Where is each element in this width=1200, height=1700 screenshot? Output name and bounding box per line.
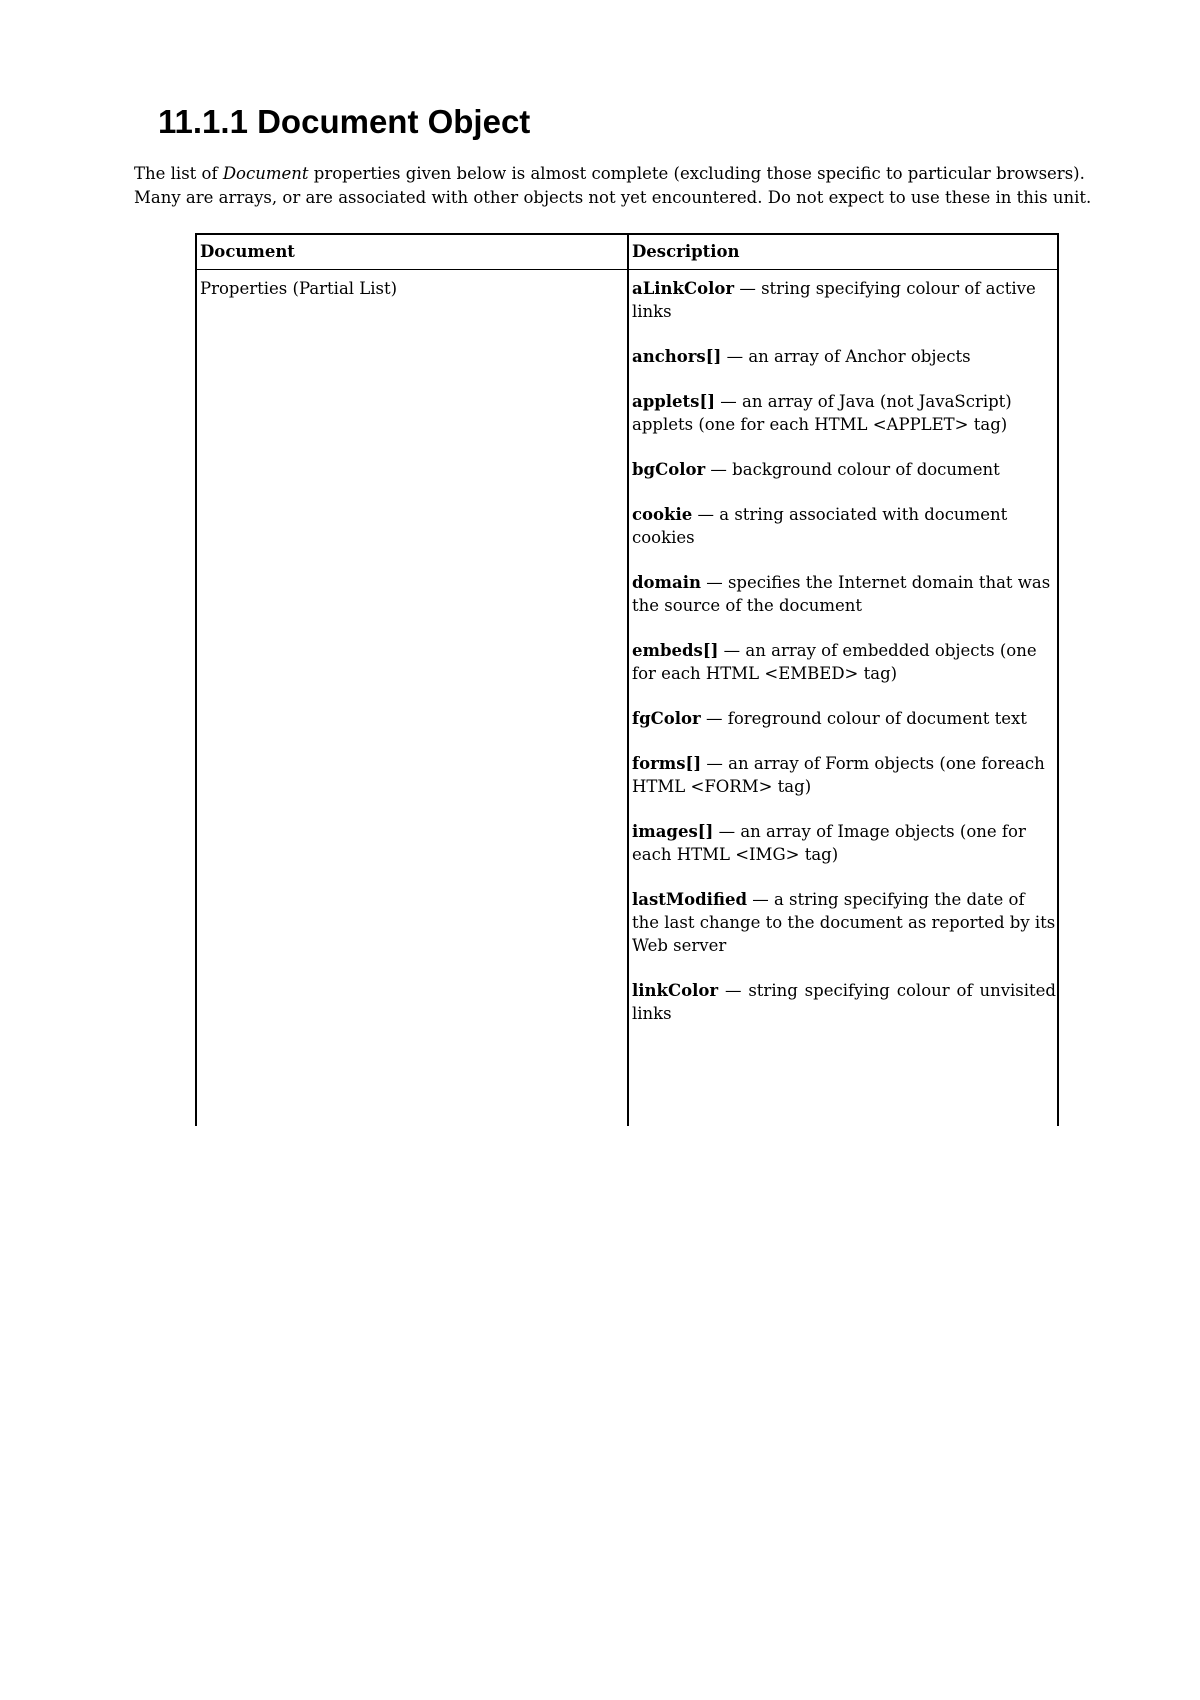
property-name: images[]	[632, 822, 714, 841]
property-item	[632, 707, 1056, 730]
property-description: — string specifying colour of unvisited links	[632, 981, 1056, 1023]
property-list	[632, 277, 1056, 1047]
property-name: applets[]	[632, 392, 716, 411]
row-label-properties: Properties (Partial List)	[200, 279, 398, 298]
document-properties-table	[195, 233, 1059, 1126]
property-item	[632, 345, 1056, 368]
property-name: embeds[]	[632, 641, 719, 660]
property-name: aLinkColor	[632, 279, 735, 298]
property-description: — a string specifying the date of the last change to the document as reported by its Web server	[632, 890, 1056, 955]
column-header-document: Document	[200, 242, 295, 261]
column-divider	[627, 235, 629, 1126]
intro-emphasis: Document	[222, 164, 309, 183]
property-item	[632, 752, 1056, 798]
property-item	[632, 639, 1056, 685]
header-rule	[197, 269, 1057, 270]
property-item	[632, 571, 1056, 617]
property-description: — an array of Image objects (one for each HTML <IMG> tag)	[632, 822, 1026, 864]
property-name: lastModified	[632, 890, 747, 909]
property-description: — background colour of document	[705, 460, 1000, 479]
property-item	[632, 888, 1056, 957]
intro-text-start: The list of	[134, 164, 223, 183]
property-description: — foreground colour of document text	[700, 709, 1027, 728]
property-description: — specifies the Internet domain that was the source of the document	[632, 573, 1051, 615]
property-name: anchors[]	[632, 347, 722, 366]
column-header-description: Description	[632, 242, 740, 261]
property-description: — string specifying colour of active links	[632, 279, 1036, 321]
property-name: linkColor	[632, 981, 719, 1000]
property-name: fgColor	[632, 709, 701, 728]
property-item	[632, 458, 1056, 481]
property-item	[632, 390, 1056, 436]
property-item	[632, 503, 1056, 549]
property-item	[632, 277, 1056, 323]
property-description: — an array of embedded objects (one for each HTML <EMBED> tag)	[632, 641, 1037, 683]
property-name: forms[]	[632, 754, 702, 773]
property-description: — an array of Form objects (one foreach HTML <FORM> tag)	[632, 754, 1045, 796]
section-heading: 11.1.1 Document Object	[158, 103, 531, 140]
intro-text-rest: properties given below is almost complete (excluding those specific to particular browsers). Many are arrays, or are associated with other objects not yet encountered. Do not expect to use these in this unit.	[134, 164, 1092, 207]
property-description: — a string associated with document cookies	[632, 505, 1008, 547]
property-item	[632, 979, 1056, 1025]
property-item	[632, 820, 1056, 866]
property-description: — an array of Java (not JavaScript) applets (one for each HTML <APPLET> tag)	[632, 392, 1012, 434]
property-description: — an array of Anchor objects	[721, 347, 971, 366]
property-name: bgColor	[632, 460, 706, 479]
property-name: cookie	[632, 505, 693, 524]
property-name: domain	[632, 573, 701, 592]
intro-paragraph	[134, 162, 1094, 210]
